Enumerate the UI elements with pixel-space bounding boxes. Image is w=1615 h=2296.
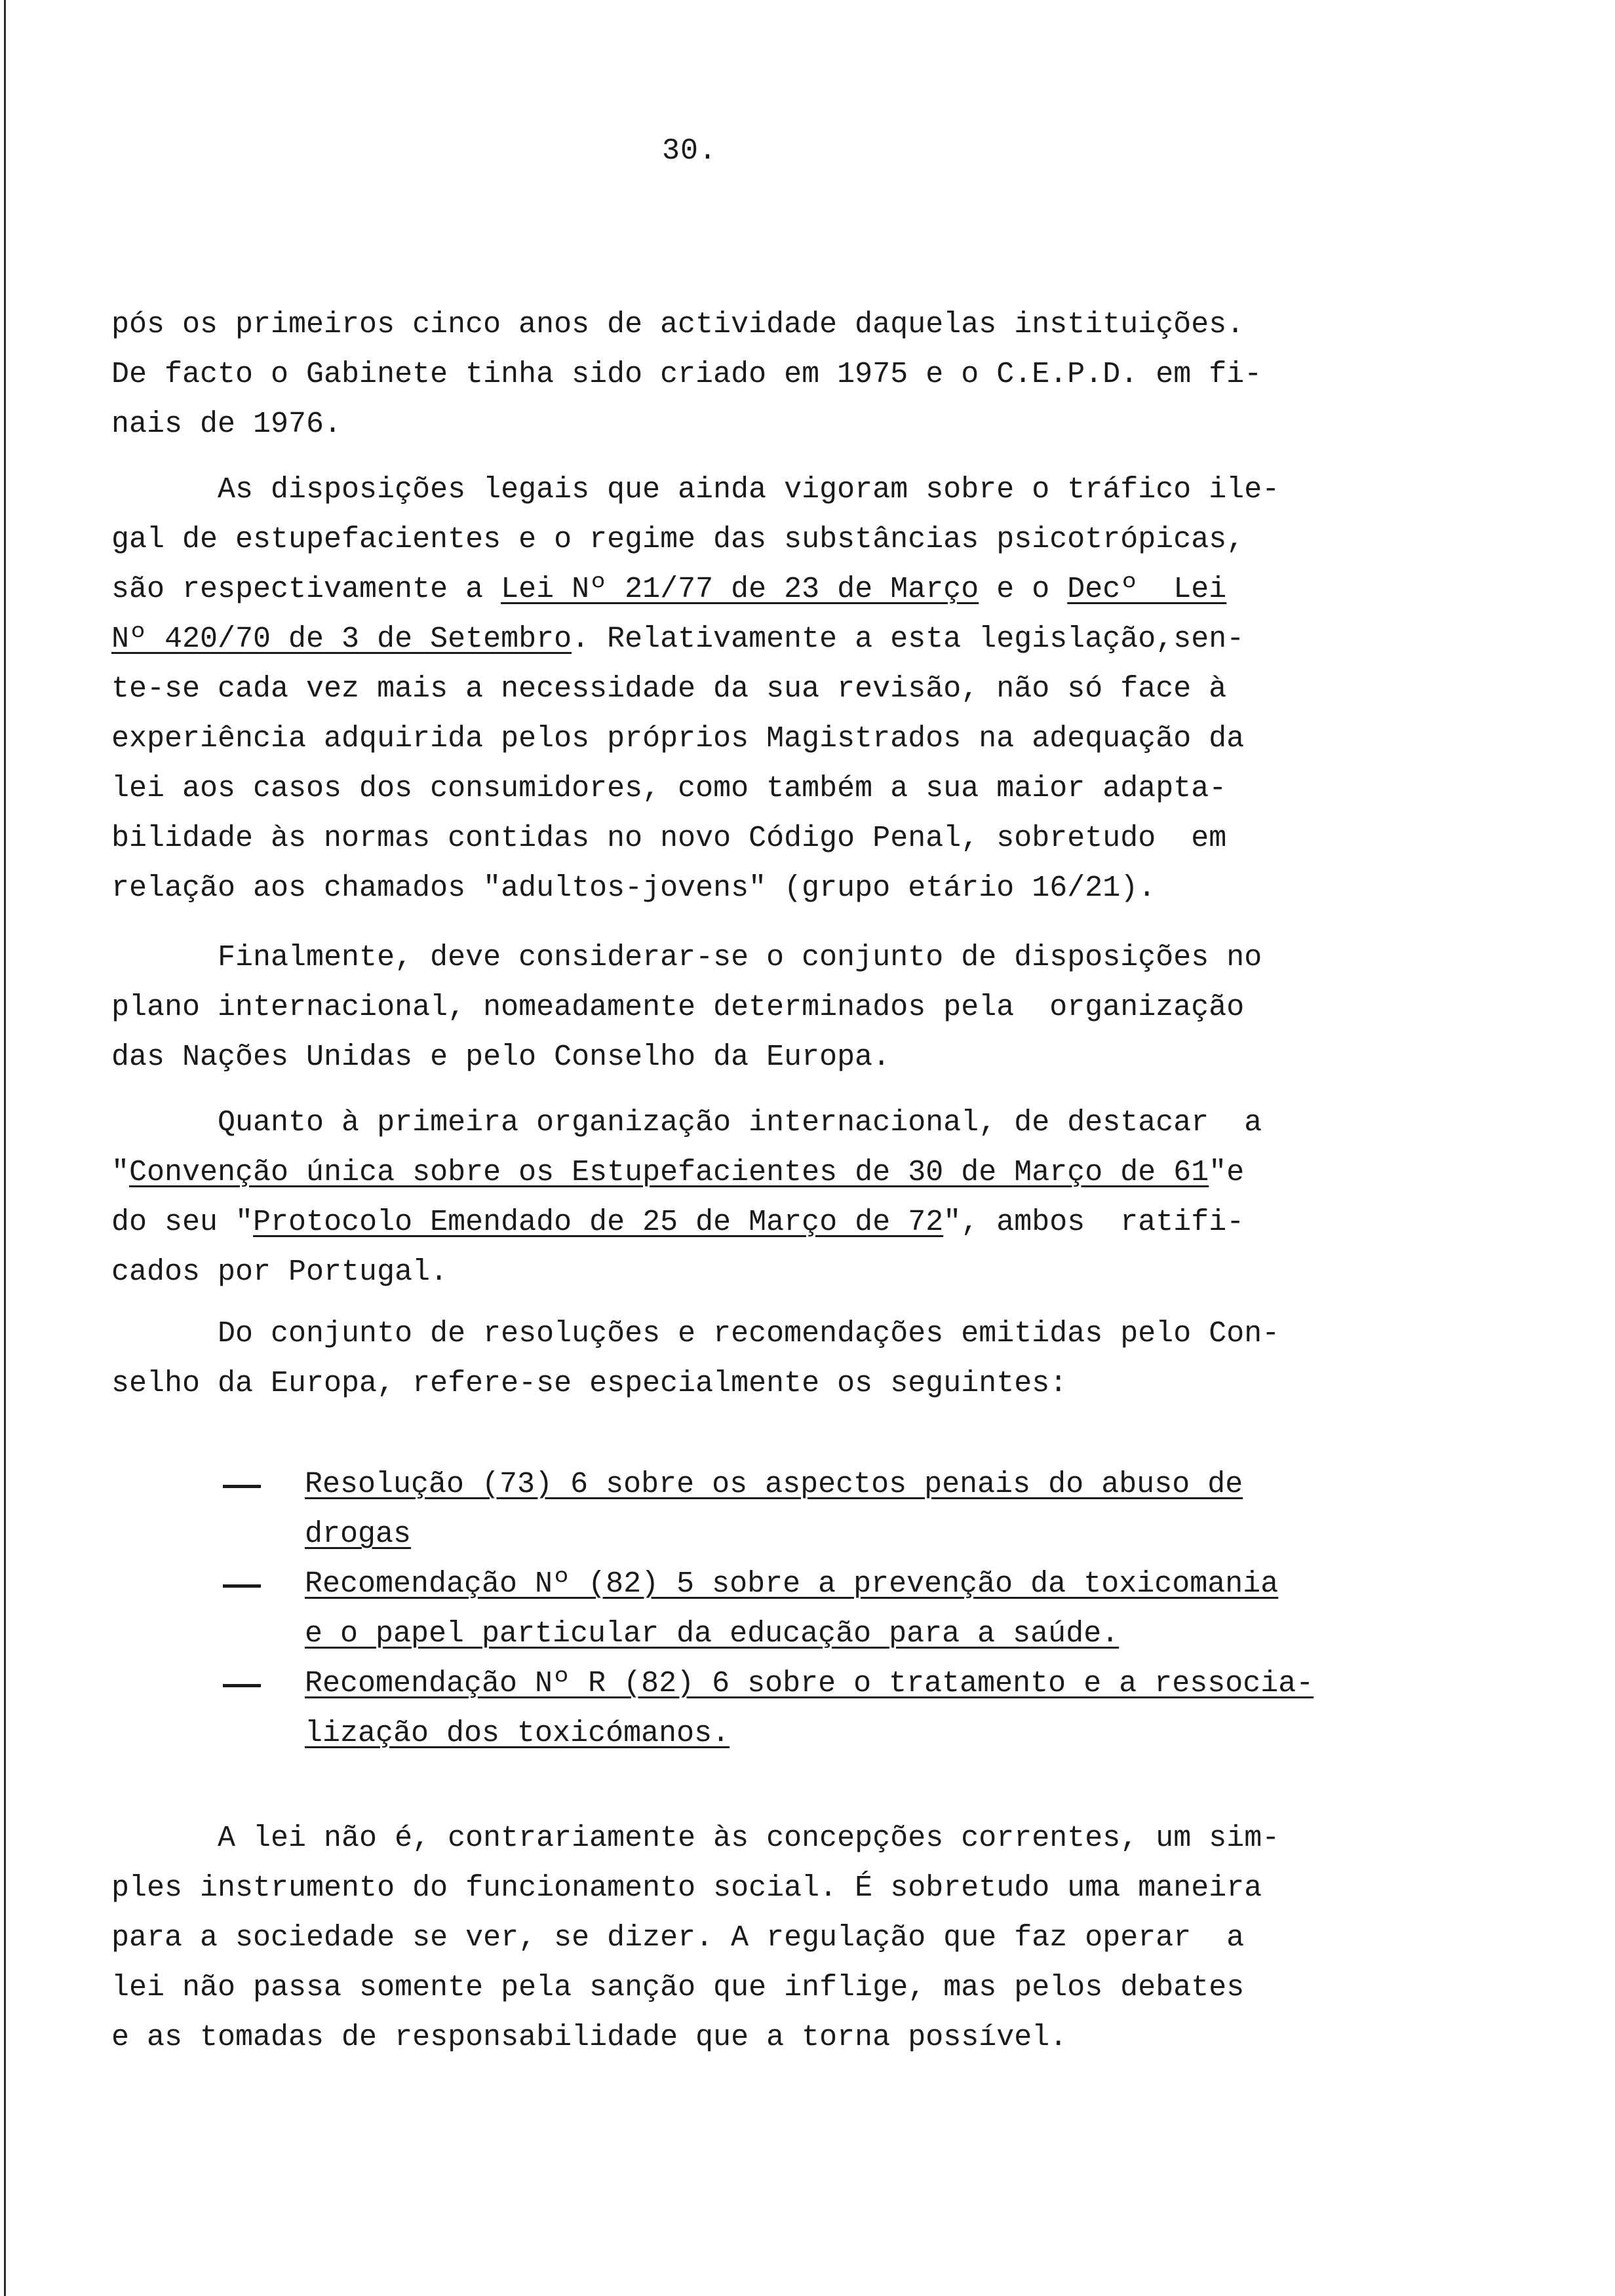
text-fragment: " [111, 1156, 130, 1189]
text-line [111, 1148, 1390, 1198]
paragraph-4 [111, 1098, 1390, 1297]
text-line: e as tomadas de responsabilidade que a torna possível. [111, 2021, 1068, 2054]
underlined-convention-title: Convenção única sobre os Estupefacientes de 30 de Março de 61 [129, 1156, 1209, 1189]
list-item-text: e o papel particular da educação para a saúde. [305, 1617, 1119, 1651]
text-line: te-se cada vez mais a necessidade da sua revisão, não só face à [111, 672, 1227, 706]
underlined-law-reference: Lei Nº 21/77 de 23 de Março [501, 573, 979, 606]
text-line: nais de 1976. [111, 408, 342, 441]
list-item [223, 1460, 1390, 1559]
text-line: ples instrumento do funcionamento social. É sobretudo uma maneira [111, 1871, 1262, 1905]
text-line: gal de estupefacientes e o regime das substâncias psicotrópicas, [111, 523, 1245, 556]
text-line: A lei não é, contrariamente às concepções correntes, um sim- [111, 1822, 1280, 1855]
underlined-protocol-title: Protocolo Emendado de 25 de Março de 72 [253, 1206, 944, 1239]
text-line: das Nações Unidas e pelo Conselho da Europa. [111, 1041, 891, 1074]
underlined-law-reference: Nº 420/70 de 3 de Setembro [111, 622, 572, 656]
underlined-law-reference: Decº Lei [1067, 573, 1227, 606]
paragraph-1 [111, 300, 1390, 450]
text-fragment: ", ambos ratifi- [943, 1206, 1245, 1239]
paragraph-6 [111, 1814, 1390, 2063]
list-item-text: lização dos toxicómanos. [305, 1717, 730, 1750]
text-line: pós os primeiros cinco anos de actividade daquelas instituições. [111, 308, 1245, 341]
dash-bullet-icon [223, 1684, 261, 1687]
text-line: Finalmente, deve considerar-se o conjunto de disposições no [111, 941, 1262, 974]
list-item [223, 1559, 1390, 1659]
text-line: As disposições legais que ainda vigoram sobre o tráfico ile- [111, 473, 1280, 507]
text-line [111, 565, 1390, 615]
left-margin-rule [4, 0, 6, 2296]
dash-bullet-icon [223, 1584, 261, 1588]
text-line: lei aos casos dos consumidores, como também a sua maior adapta- [111, 772, 1227, 805]
text-line: Do conjunto de resoluções e recomendações emitidas pelo Con- [111, 1317, 1280, 1350]
list-item-text: drogas [305, 1518, 412, 1551]
text-line: bilidade às normas contidas no novo Código Penal, sobretudo em [111, 822, 1227, 855]
text-line: para a sociedade se ver, se dizer. A regulação que faz operar a [111, 1921, 1245, 1955]
text-line [111, 1198, 1390, 1248]
paragraph-3 [111, 933, 1390, 1082]
text-line: experiência adquirida pelos próprios Magistrados na adequação da [111, 722, 1245, 756]
text-line: cados por Portugal. [111, 1255, 448, 1289]
text-line: relação aos chamados "adultos-jovens" (grupo etário 16/21). [111, 871, 1156, 905]
page-number: 30. [662, 134, 718, 168]
text-fragment: . Relativamente a esta legislação,sen- [572, 622, 1245, 656]
paragraph-5 [111, 1309, 1390, 1409]
text-line: De facto o Gabinete tinha sido criado em 1975 e o C.E.P.D. em fi- [111, 358, 1262, 391]
text-line: lei não passa somente pela sanção que inflige, mas pelos debates [111, 1971, 1245, 2004]
recommendations-list [223, 1460, 1390, 1759]
list-item-text: Recomendação Nº (82) 5 sobre a prevenção da toxicomania [305, 1567, 1279, 1601]
text-line [111, 615, 1390, 664]
text-fragment: do seu " [111, 1206, 254, 1239]
dash-bullet-icon [223, 1485, 261, 1488]
paragraph-2 [111, 465, 1390, 913]
list-item-text: Recomendação Nº R (82) 6 sobre o tratamento e a ressocia- [305, 1667, 1314, 1700]
list-item [223, 1659, 1390, 1759]
text-fragment: "e [1209, 1156, 1245, 1189]
text-fragment: e o [979, 573, 1068, 606]
list-item-text: Resolução (73) 6 sobre os aspectos penais do abuso de [305, 1468, 1243, 1501]
text-line: selho da Europa, refere-se especialmente os seguintes: [111, 1367, 1068, 1400]
text-line: plano internacional, nomeadamente determinados pela organização [111, 991, 1245, 1024]
text-line: Quanto à primeira organização internacional, de destacar a [111, 1106, 1262, 1139]
text-fragment: são respectivamente a [111, 573, 501, 606]
